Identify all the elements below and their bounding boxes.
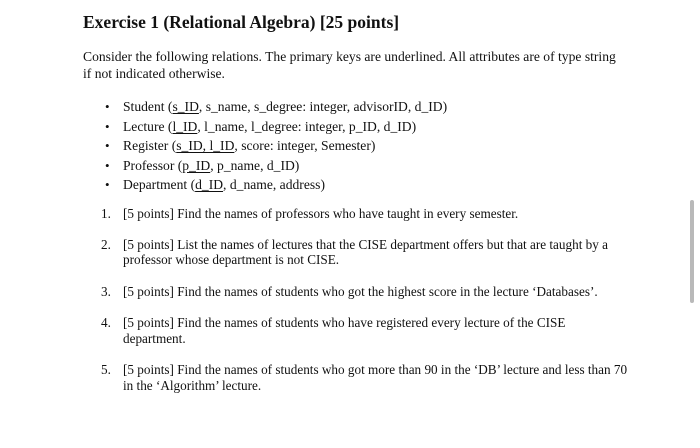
bullet-icon: • [105,157,110,173]
relations-list [105,97,447,195]
relation-student [105,97,447,117]
question-number: 3. [101,283,111,299]
question-text: [5 points] Find the names of students who got the highest score in the lecture ‘Databases’. [123,283,598,299]
bullet-icon: • [105,177,110,193]
primary-key: s_ID, l_ID [176,138,235,154]
relation-name: Student ( [123,99,173,114]
relation-name: Register ( [123,138,177,154]
primary-key: d_ID [195,177,224,193]
relation-attributes: , p_name, d_ID) [210,157,300,173]
relation-name: Lecture ( [123,118,173,134]
primary-key: p_ID [182,157,211,173]
relation-professor [105,156,447,176]
relation-attributes: , s_name, s_degree: integer, advisorID, d_ID) [198,99,448,114]
relation-department [105,175,447,195]
question-number: 2. [101,236,111,252]
question-number: 5. [101,362,111,377]
bullet-icon: • [105,99,110,114]
questions-list [101,206,631,393]
question-item [101,206,631,222]
relation-lecture [105,117,447,137]
question-item [101,284,631,300]
question-number: 4. [101,315,111,330]
relation-name: Department ( [123,177,196,193]
primary-key: l_ID [172,118,198,134]
relation-attributes: , l_name, l_degree: integer, p_ID, d_ID) [197,118,417,134]
primary-key: s_ID [172,99,199,114]
bullet-icon: • [105,138,110,154]
scrollbar-thumb[interactable] [690,200,694,303]
question-number: 1. [101,206,111,221]
intro-paragraph: Consider the following relations. The primary keys are underlined. All attributes are of type string if not indicated otherwise. [83,49,616,81]
question-item [101,315,631,346]
relation-attributes: , d_name, address) [223,177,325,193]
question-item [101,362,631,393]
exercise-title: Exercise 1 (Relational Algebra) [25 points] [83,12,400,32]
question-item [101,237,631,268]
relation-register [105,136,447,156]
vertical-scrollbar[interactable] [689,0,697,448]
relation-attributes: , score: integer, Semester) [234,138,376,154]
question-text: [5 points] Find the names of professors who have taught in every semester. [123,206,519,221]
question-text: [5 points] List the names of lectures that the CISE department offers but that are taught by a professor whose department is not CISE. [123,236,608,267]
question-text: [5 points] Find the names of students who have registered every lecture of the CISE department. [123,315,566,346]
bullet-icon: • [105,118,110,134]
question-text: [5 points] Find the names of students who got more than 90 in the ‘DB’ lecture and less than 70 in the ‘Algorithm’ lecture. [123,362,628,393]
relation-name: Professor ( [123,157,183,173]
